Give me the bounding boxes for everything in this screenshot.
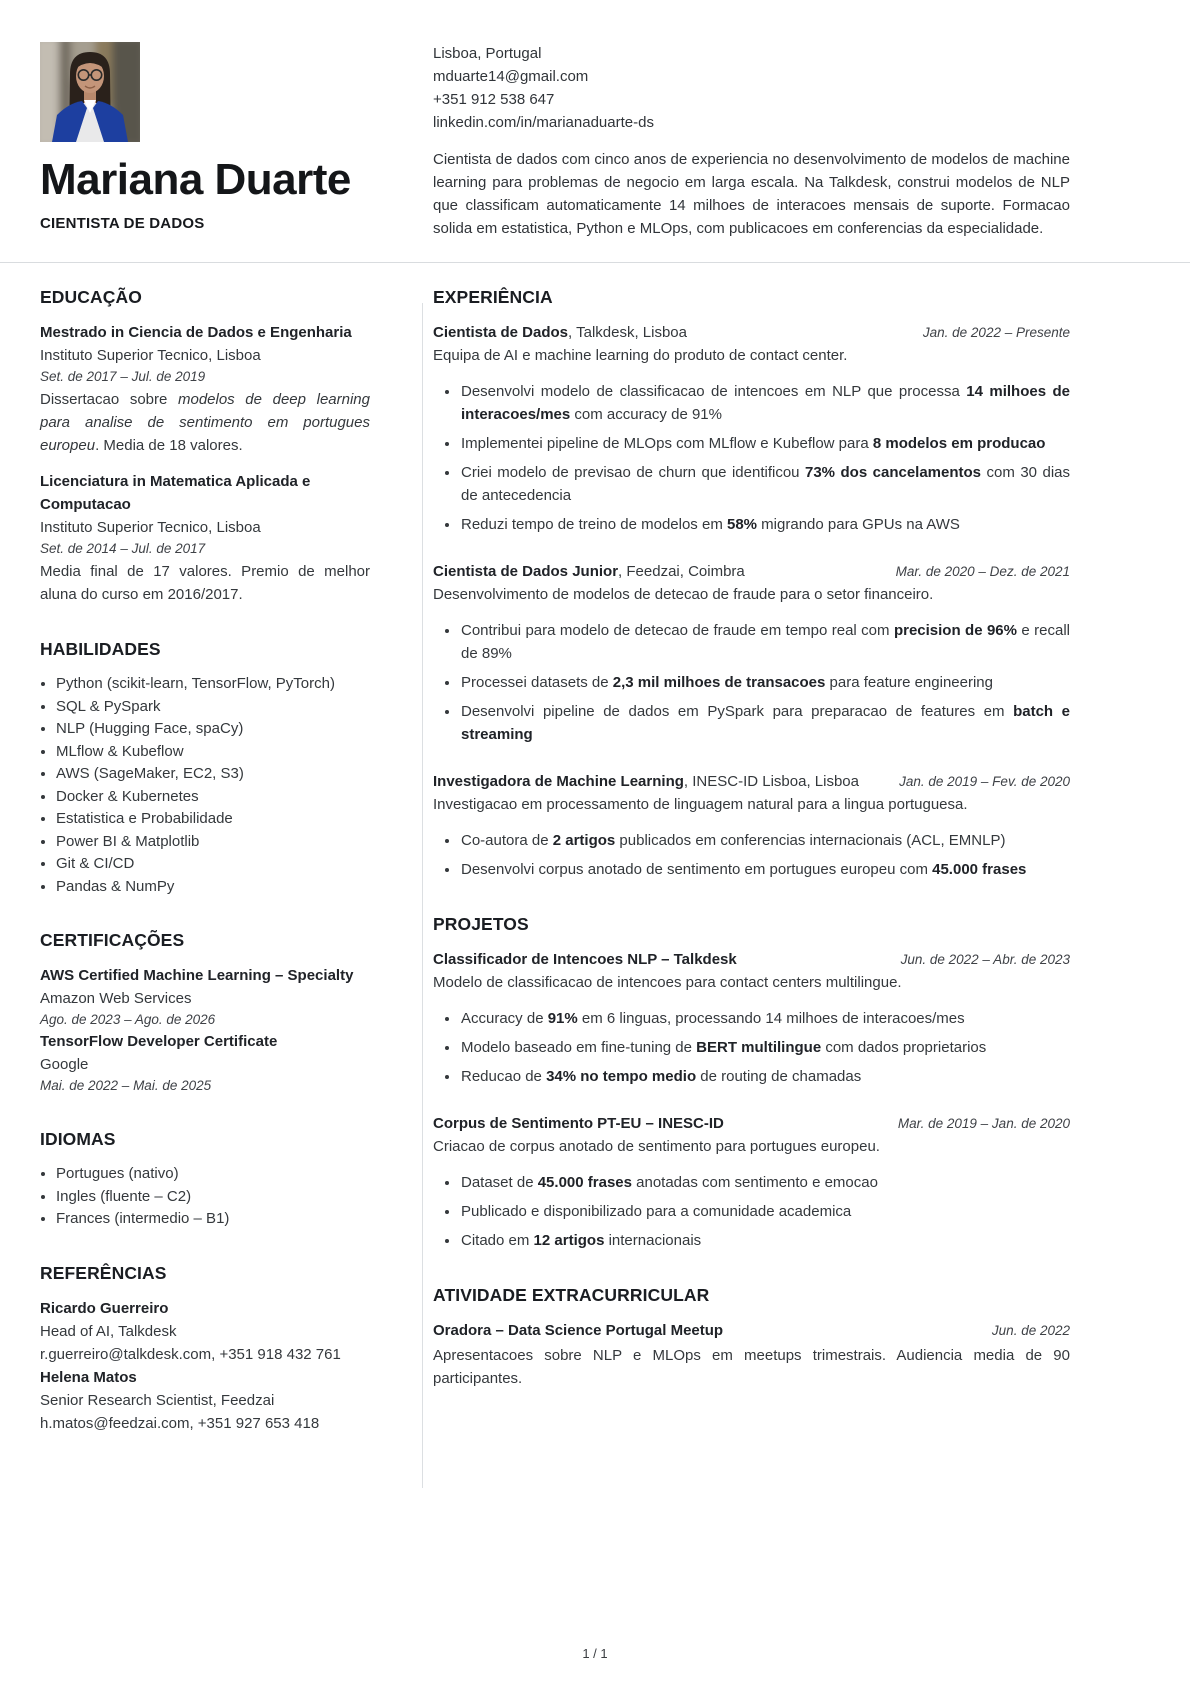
profile-photo: [40, 42, 140, 142]
skill-item: • Estatistica e Probabilidade: [56, 808, 370, 830]
section-references: [40, 1263, 370, 1435]
project-dates: Mar. de 2019 – Jan. de 2020: [897, 1116, 1070, 1131]
section-languages: [40, 1129, 370, 1230]
project-bullet: • Publicado e disponibilizado para a comunidade academica: [460, 1200, 1070, 1223]
project-dates: Jun. de 2022 – Abr. de 2023: [900, 952, 1070, 967]
job-bullet: • Criei modelo de previsao de churn que identificou 73% dos cancelamentos com 30 dias de antecedencia: [460, 461, 1070, 507]
projects-heading: PROJETOS: [433, 914, 529, 934]
project-entry: [433, 948, 1070, 1088]
contact-block: [433, 42, 1070, 134]
skill-item: • SQL & PySpark: [56, 696, 370, 718]
job-subtitle: Equipa de AI e machine learning do produto de contact center.: [433, 347, 848, 364]
project-entry-head: [433, 948, 1070, 971]
language-item: • Frances (intermedio – B1): [56, 1208, 370, 1230]
project-entry-head: [433, 1112, 1070, 1135]
contact-email: mduarte14@gmail.com: [433, 68, 589, 85]
certification-name: TensorFlow Developer Certificate: [40, 1033, 278, 1050]
skill-item: • Git & CI/CD: [56, 853, 370, 875]
certification-dates: Mai. de 2022 – Mai. de 2025: [40, 1078, 212, 1093]
job-title: Investigadora de Machine Learning, INESC-ID Lisboa, Lisboa: [433, 773, 859, 790]
section-education: [40, 287, 370, 606]
header-identity: [40, 42, 433, 240]
experience-entry: [433, 770, 1070, 881]
project-bullet: • Reducao de 34% no tempo medio de routing de chamadas: [460, 1065, 1070, 1088]
skills-list: [40, 673, 370, 897]
project-bullet: • Modelo baseado em fine-tuning de BERT multilingue com dados proprietarios: [460, 1036, 1070, 1059]
language-item: • Ingles (fluente – C2): [56, 1186, 370, 1208]
contact-phone: +351 912 538 647: [433, 91, 555, 108]
skill-item: • Pandas & NumPy: [56, 876, 370, 898]
experience-entry-head: [433, 770, 1070, 793]
education-heading: EDUCAÇÃO: [40, 287, 142, 307]
certification-issuer: Google: [40, 1056, 89, 1073]
header-contact-summary: [433, 42, 1070, 240]
job-subtitle: Investigacao em processamento de linguagem natural para a lingua portuguesa.: [433, 796, 968, 813]
education-entry: [40, 321, 370, 457]
experience-entry-head: [433, 321, 1070, 344]
certification-name: AWS Certified Machine Learning – Specialty: [40, 967, 354, 984]
contact-linkedin: linkedin.com/in/marianaduarte-ds: [433, 114, 654, 131]
activity-dates: Jun. de 2022: [991, 1323, 1070, 1338]
job-bullet: • Desenvolvi corpus anotado de sentimento em portugues europeu com 45.000 frases: [460, 858, 1070, 881]
project-title: Corpus de Sentimento PT-EU – INESC-ID: [433, 1115, 724, 1132]
reference-entry: [40, 1297, 370, 1366]
reference-contact: h.matos@feedzai.com, +351 927 653 418: [40, 1414, 320, 1432]
job-bullet: • Desenvolvi pipeline de dados em PySpark para preparacao de features em batch e streaming: [460, 700, 1070, 746]
experience-entry-head: [433, 560, 1070, 583]
degree-title: Mestrado in Ciencia de Dados e Engenharia: [40, 324, 352, 341]
job-bullet-list: [433, 829, 1070, 881]
project-bullet: • Dataset de 45.000 frases anotadas com sentimento e emocao: [460, 1171, 1070, 1194]
activity-description: Apresentacoes sobre NLP e MLOps em meetups trimestrais. Audiencia media de 90 participantes.: [433, 1347, 1070, 1387]
language-item: • Portugues (nativo): [56, 1163, 370, 1185]
experience-entry: [433, 321, 1070, 536]
skill-item: • Power BI & Matplotlib: [56, 831, 370, 853]
project-subtitle: Modelo de classificacao de intencoes para contact centers multilingue.: [433, 974, 902, 991]
school-name: Instituto Superior Tecnico, Lisboa: [40, 347, 261, 364]
education-description: Media final de 17 valores. Premio de melhor aluna do curso em 2016/2017.: [40, 563, 370, 603]
job-title: Cientista de Dados, Talkdesk, Lisboa: [433, 324, 687, 341]
certification-dates: Ago. de 2023 – Ago. de 2026: [40, 1012, 216, 1027]
extracurricular-entry: [433, 1319, 1070, 1390]
job-dates: Mar. de 2020 – Dez. de 2021: [895, 564, 1070, 579]
contact-location: Lisboa, Portugal: [433, 45, 542, 62]
education-dates: Set. de 2017 – Jul. de 2019: [40, 369, 206, 384]
education-description: Dissertacao sobre modelos de deep learning para analise de sentimento em portugues europeu. Media de 18 valores.: [40, 391, 370, 454]
skills-heading: HABILIDADES: [40, 639, 161, 659]
job-bullet: • Implementei pipeline de MLOps com MLflow e Kubeflow para 8 modelos em producao: [460, 432, 1070, 455]
languages-heading: IDIOMAS: [40, 1129, 116, 1149]
reference-contact: r.guerreiro@talkdesk.com, +351 918 432 761: [40, 1345, 341, 1363]
project-bullet: • Accuracy de 91% em 6 linguas, processando 14 milhoes de interacoes/mes: [460, 1007, 1070, 1030]
certifications-heading: CERTIFICAÇÕES: [40, 930, 185, 950]
reference-name: Ricardo Guerreiro: [40, 1299, 169, 1317]
skill-item: • NLP (Hugging Face, spaCy): [56, 718, 370, 740]
right-column: [433, 287, 1070, 1468]
experience-heading: EXPERIÊNCIA: [433, 287, 553, 307]
skill-item: • AWS (SageMaker, EC2, S3): [56, 763, 370, 785]
reference-role: Senior Research Scientist, Feedzai: [40, 1391, 275, 1409]
reference-name: Helena Matos: [40, 1368, 137, 1386]
activity-title: Oradora – Data Science Portugal Meetup: [433, 1322, 724, 1339]
job-bullet: • Desenvolvi modelo de classificacao de intencoes em NLP que processa 14 milhoes de interacoes/mes com accuracy de 91%: [460, 380, 1070, 426]
reference-role: Head of AI, Talkdesk: [40, 1322, 177, 1340]
project-entry: [433, 1112, 1070, 1252]
job-subtitle: Desenvolvimento de modelos de detecao de fraude para o setor financeiro.: [433, 586, 934, 603]
school-name: Instituto Superior Tecnico, Lisboa: [40, 519, 261, 536]
job-dates: Jan. de 2019 – Fev. de 2020: [899, 774, 1070, 789]
section-certifications: [40, 930, 370, 1096]
certification-entry: [40, 964, 370, 1030]
certification-entry: [40, 1030, 370, 1096]
degree-title: Licenciatura in Matematica Aplicada e Computacao: [40, 473, 311, 513]
candidate-name: Mariana Duarte: [40, 155, 351, 204]
skill-item: • MLflow & Kubeflow: [56, 741, 370, 763]
education-entry: [40, 470, 370, 606]
section-experience: [433, 287, 1070, 881]
project-bullet-list: [433, 1007, 1070, 1088]
project-bullet-list: [433, 1171, 1070, 1252]
job-bullet: • Reduzi tempo de treino de modelos em 58% migrando para GPUs na AWS: [460, 513, 1070, 536]
page-indicator: 1 / 1: [582, 1646, 608, 1661]
section-skills: [40, 639, 370, 897]
left-column: [40, 287, 370, 1468]
candidate-role: CIENTISTA DE DADOS: [40, 214, 205, 232]
job-bullet: • Contribui para modelo de detecao de fraude em tempo real com precision de 96% e recall de 89%: [460, 619, 1070, 665]
job-dates: Jan. de 2022 – Presente: [922, 325, 1070, 340]
section-extracurricular: [433, 1285, 1070, 1390]
certification-issuer: Amazon Web Services: [40, 990, 192, 1007]
header-divider: [0, 262, 1190, 263]
project-bullet: • Citado em 12 artigos internacionais: [460, 1229, 1070, 1252]
experience-entry: [433, 560, 1070, 746]
resume-header: [0, 0, 1190, 240]
references-heading: REFERÊNCIAS: [40, 1262, 167, 1283]
reference-entry: [40, 1366, 370, 1435]
job-title: Cientista de Dados Junior, Feedzai, Coimbra: [433, 563, 745, 580]
project-subtitle: Criacao de corpus anotado de sentimento para portugues europeu.: [433, 1138, 880, 1155]
job-bullet: • Processei datasets de 2,3 mil milhoes de transacoes para feature engineering: [460, 671, 1070, 694]
job-bullet-list: [433, 619, 1070, 746]
skill-item: • Python (scikit-learn, TensorFlow, PyTorch): [56, 673, 370, 695]
education-dates: Set. de 2014 – Jul. de 2017: [40, 541, 206, 556]
extracurricular-heading: ATIVIDADE EXTRACURRICULAR: [433, 1285, 710, 1305]
section-projects: [433, 914, 1070, 1252]
extracurricular-entry-head: [433, 1319, 1070, 1342]
skill-item: • Docker & Kubernetes: [56, 786, 370, 808]
job-bullet: • Co-autora de 2 artigos publicados em conferencias internacionais (ACL, EMNLP): [460, 829, 1070, 852]
languages-list: [40, 1163, 370, 1230]
profile-summary: Cientista de dados com cinco anos de experiencia no desenvolvimento de modelos de machine learning para problemas de negocio em larga escala. Na Talkdesk, construi modelos de NLP que classificam automaticamente 14 milhoes de interacoes mensais de suporte. Formacao solida em estatistica, Python e MLOps, com publicacoes em conferencias da especialidade.: [433, 151, 1070, 237]
resume-body: [40, 287, 1070, 1468]
project-title: Classificador de Intencoes NLP – Talkdesk: [433, 951, 737, 968]
job-bullet-list: [433, 380, 1070, 536]
